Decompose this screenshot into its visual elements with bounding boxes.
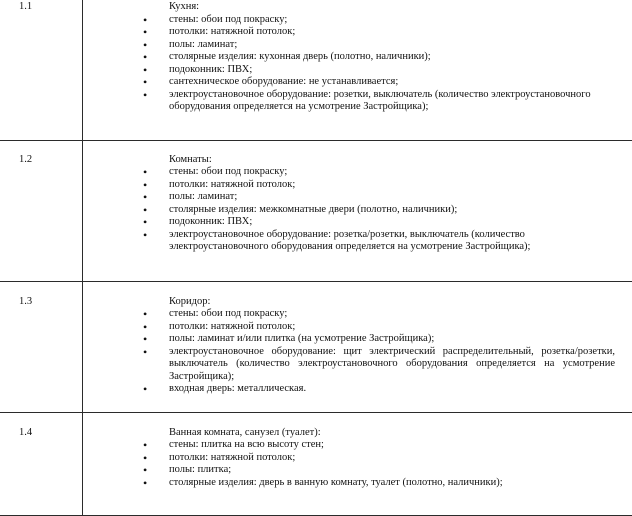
list-item: • электроустановочное оборудование: щит электрический распределительный, розетка/розетки, выключатель (количество электроустановочного оборудования определяется на усмотрение Застройщика); — [169, 346, 615, 384]
list-item: • стены: обои под покраску; — [169, 166, 615, 179]
list-item: • полы: ламинат; — [169, 191, 615, 204]
section-content-cell — [83, 140, 632, 281]
section-title: Кухня: — [169, 1, 615, 14]
table-row — [0, 412, 632, 516]
section-number: 1.3 — [19, 296, 82, 307]
table-row — [0, 140, 632, 281]
list-item: • столярные изделия: межкомнатные двери (полотно, наличники); — [169, 204, 615, 217]
section-number: 1.4 — [19, 427, 82, 438]
finish-list — [169, 14, 615, 114]
list-item: • потолки: натяжной потолок; — [169, 179, 615, 192]
list-item: • входная дверь: металлическая. — [169, 383, 615, 396]
list-item: • полы: ламинат и/или плитка (на усмотрение Застройщика); — [169, 333, 615, 346]
list-item: • стены: обои под покраску; — [169, 308, 615, 321]
section-title: Ванная комната, санузел (туалет): — [169, 427, 615, 440]
list-item: • подоконник: ПВХ; — [169, 64, 615, 77]
cut-off-continuation — [169, 489, 615, 515]
section-content-cell — [83, 281, 632, 412]
section-number-cell — [0, 281, 83, 412]
list-item: • потолки: натяжной потолок; — [169, 321, 615, 334]
section-number: 1.2 — [19, 154, 82, 165]
section-content-cell — [83, 0, 632, 140]
section-title: Коридор: — [169, 296, 615, 309]
finish-list — [169, 308, 615, 396]
list-item: • стены: плитка на всю высоту стен; — [169, 439, 615, 452]
table-row — [0, 0, 632, 140]
list-item: • полы: ламинат; — [169, 39, 615, 52]
list-item: • стены: обои под покраску; — [169, 14, 615, 27]
section-content-cell — [83, 412, 632, 516]
list-item: • потолки: натяжной потолок; — [169, 26, 615, 39]
table-row — [0, 281, 632, 412]
list-item: • сантехническое оборудование: не устанавливается; — [169, 76, 615, 89]
list-item: • электроустановочное оборудование: розетки, выключатель (количество электроустановочного оборудования определяется на усмотрение Застройщика); — [169, 89, 615, 114]
section-number-cell — [0, 0, 83, 140]
list-item: • потолки: натяжной потолок; — [169, 452, 615, 465]
section-number-cell — [0, 412, 83, 516]
list-item: • полы: плитка; — [169, 464, 615, 477]
list-item: • подоконник: ПВХ; — [169, 216, 615, 229]
list-item: • столярные изделия: дверь в ванную комнату, туалет (полотно, наличники); — [169, 477, 615, 490]
finish-list — [169, 439, 615, 489]
section-number: 1.1 — [19, 1, 82, 12]
list-item: • столярные изделия: кухонная дверь (полотно, наличники); — [169, 51, 615, 64]
section-title: Комнаты: — [169, 154, 615, 167]
list-item: • электроустановочное оборудование: розетка/розетки, выключатель (количество электроустановочного оборудования определяется на усмотрение Застройщика); — [169, 229, 615, 254]
finish-list — [169, 166, 615, 254]
section-number-cell — [0, 140, 83, 281]
